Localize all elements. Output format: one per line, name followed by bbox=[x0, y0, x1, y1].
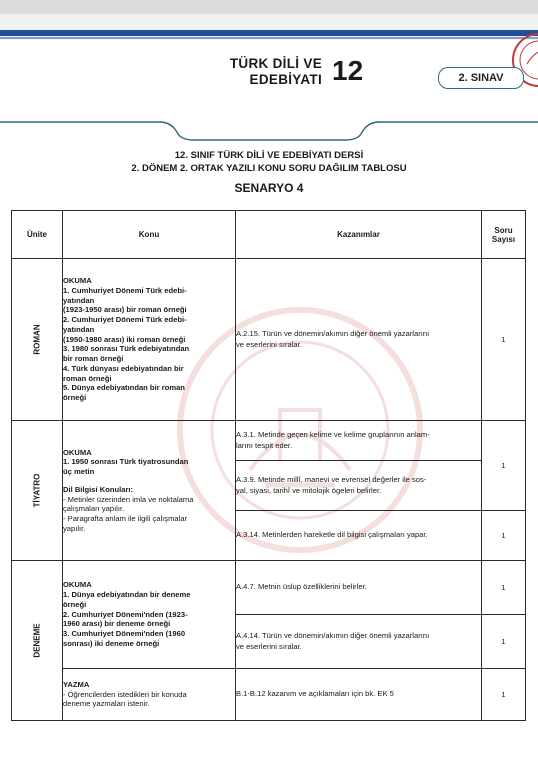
topic-line: 1960 arası) bir deneme örneği bbox=[63, 619, 171, 629]
outcome-text: ve eserlerini sıralar. bbox=[236, 641, 302, 651]
header-unit: Ünite bbox=[12, 211, 63, 259]
outcome-cell bbox=[236, 259, 482, 421]
outcome-cell bbox=[236, 421, 482, 461]
top-toolbar-strip bbox=[0, 0, 538, 14]
topic-line: - Paragrafta anlam ile ilgili çalışmalar bbox=[63, 513, 188, 523]
topic-cell-roman bbox=[63, 259, 236, 421]
topic-line: 1. 1950 sonrası Türk tiyatrosundan bbox=[63, 457, 189, 467]
outcome-cell bbox=[236, 615, 482, 669]
writing-title: YAZMA bbox=[63, 679, 90, 689]
header-outcomes: Kazanımlar bbox=[236, 211, 482, 259]
topic-line: yatından bbox=[63, 295, 95, 305]
unit-cell bbox=[12, 561, 63, 721]
topic-line: bir roman örneği bbox=[63, 354, 124, 364]
header-blue-band bbox=[0, 30, 538, 36]
topic-line: roman örneği bbox=[63, 373, 112, 383]
topic-line: 2. Cumhuriyet Dönemi Türk edebi- bbox=[63, 315, 187, 325]
topic-line: 3. 1980 sonrası Türk edebiyatından bbox=[63, 344, 190, 354]
topic-line: 2. Cumhuriyet Dönemi'nden (1923- bbox=[63, 609, 188, 619]
outcome-cell: A.3.14. Metinlerden hareketle dil bilgisi çalışmaları yapar. bbox=[236, 511, 482, 561]
writing-text: deneme yazmaları istenir. bbox=[63, 699, 150, 709]
topic-line: (1950-1980 arası) iki roman örneği bbox=[63, 334, 186, 344]
topic-line: 1. Dünya edebiyatından bir deneme bbox=[63, 590, 191, 600]
topic-line: OKUMA bbox=[63, 447, 92, 457]
topic-list bbox=[63, 580, 235, 648]
subject-title-line2: EDEBİYATI bbox=[249, 72, 322, 87]
exam-badge: 2. SINAV bbox=[438, 67, 524, 89]
header-blue-band-light bbox=[0, 37, 538, 39]
table-row bbox=[12, 421, 526, 461]
question-count: 1 bbox=[482, 669, 526, 721]
outcome-text: ve eserlerini sıralar. bbox=[236, 339, 302, 349]
topic-cell-deneme bbox=[63, 561, 236, 669]
header-topic: Konu bbox=[63, 211, 236, 259]
topic-list bbox=[63, 276, 235, 402]
unit-label-deneme: DENEME bbox=[32, 623, 42, 658]
topic-line: 5. Dünya edebiyatından bir roman bbox=[63, 383, 185, 393]
topic-line: Dil Bilgisi Konuları: bbox=[63, 484, 134, 494]
unit-cell bbox=[12, 421, 63, 561]
subject-title-line1: TÜRK DİLİ VE bbox=[229, 56, 322, 71]
topic-line: yapılır. bbox=[63, 523, 86, 533]
topic-line: OKUMA bbox=[63, 580, 92, 590]
scenario-title: SENARYO 4 bbox=[234, 181, 304, 195]
question-count: 1 bbox=[482, 259, 526, 421]
topic-line bbox=[63, 477, 235, 485]
outcome-cell: B.1-B.12 kazanım ve açıklamaları için bk. EK 5 bbox=[236, 669, 482, 721]
topic-line: üç metin bbox=[63, 467, 95, 477]
document-heading-line2: 2. DÖNEM 2. ORTAK YAZILI KONU SORU DAĞILIM TABLOSU bbox=[131, 163, 407, 174]
topic-line: çalışmaları yapılır. bbox=[63, 504, 125, 514]
topic-cell-tiyatro bbox=[63, 421, 236, 561]
topic-line: (1923-1950 arası) bir roman örneği bbox=[63, 305, 187, 315]
topic-line: OKUMA bbox=[63, 276, 92, 286]
writing-text: - Öğrencilerden istedikleri bir konuda bbox=[63, 689, 187, 699]
unit-label-roman: ROMAN bbox=[32, 324, 42, 355]
topic-list bbox=[63, 448, 235, 534]
topic-line: 1. Cumhuriyet Dönemi Türk edebi- bbox=[63, 286, 187, 296]
outcome-text: A.2.15. Türün ve dönemin/akımın diğer önemli yazarlarını bbox=[236, 329, 430, 339]
outcome-text: A.4.14. Türün ve dönemin/akımın diğer önemli yazarlarını bbox=[236, 631, 430, 641]
table-row bbox=[12, 669, 526, 721]
outcome-text: A.3.9. Metinde millî, manevi ve evrensel değerler ile sos- bbox=[236, 475, 427, 485]
topic-line: 4. Türk dünyası edebiyatından bir bbox=[63, 363, 184, 373]
topic-line: örneği bbox=[63, 599, 87, 609]
table-header-row bbox=[12, 211, 526, 259]
unit-cell bbox=[12, 259, 63, 421]
table-row bbox=[12, 561, 526, 615]
outcome-cell bbox=[236, 461, 482, 511]
question-count: 1 bbox=[482, 615, 526, 669]
question-count: 1 bbox=[482, 511, 526, 561]
topic-line: yatından bbox=[63, 324, 95, 334]
outcome-text: larını tespit eder. bbox=[236, 440, 293, 450]
outcome-text: A.3.1. Metinde geçen kelime ve kelime gruplarının anlam- bbox=[236, 430, 430, 440]
document-heading-line1: 12. SINIF TÜRK DİLİ VE EDEBİYATI DERSİ bbox=[174, 150, 364, 161]
question-count: 1 bbox=[482, 421, 526, 511]
grade-number: 12 bbox=[332, 55, 364, 86]
outcome-cell: A.4.7. Metnin üslup özelliklerini belirler. bbox=[236, 561, 482, 615]
topic-line: örneği bbox=[63, 392, 87, 402]
topic-line: 3. Cumhuriyet Dönemi'nden (1960 bbox=[63, 629, 186, 639]
topic-line: - Metinler üzerinden imla ve noktalama bbox=[63, 494, 194, 504]
topic-line: sonrası) iki deneme örneği bbox=[63, 638, 160, 648]
header-question-count: Soru Sayısı bbox=[482, 211, 526, 259]
topic-distribution-table bbox=[11, 210, 526, 721]
topic-cell-writing bbox=[63, 669, 236, 721]
outcome-text: yal, siyasi, tarihî ve mitolojik ögeleri belirler. bbox=[236, 485, 382, 495]
table-row bbox=[12, 259, 526, 421]
question-count: 1 bbox=[482, 561, 526, 615]
unit-label-tiyatro: TİYATRO bbox=[32, 473, 42, 508]
